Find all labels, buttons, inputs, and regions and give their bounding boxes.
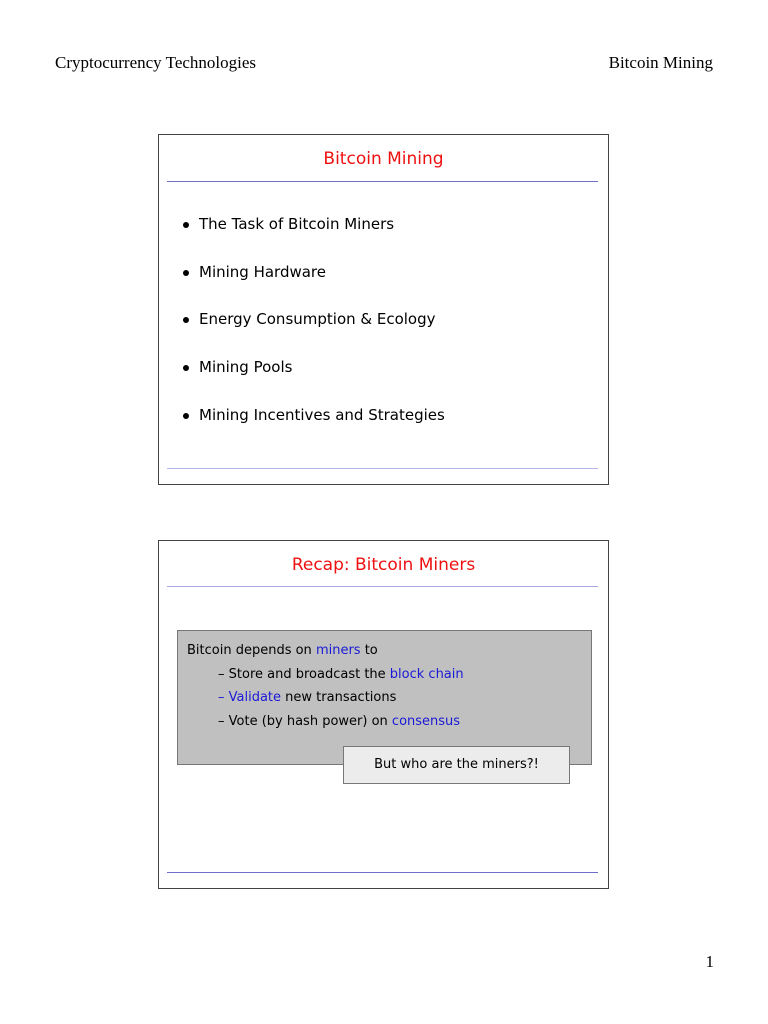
- bullet-icon: [183, 317, 189, 323]
- slide-title: Recap: Bitcoin Miners: [291, 555, 476, 575]
- intro-suffix: to: [360, 643, 378, 658]
- list-item: [187, 710, 591, 734]
- summary-box: [177, 630, 592, 765]
- footer-divider: [167, 872, 598, 873]
- bullet-text: Energy Consumption & Ecology: [199, 310, 436, 329]
- slide-recap: [158, 540, 609, 889]
- title-divider: [167, 181, 598, 182]
- callout-box: But who are the miners?!: [343, 746, 570, 784]
- item-text: Vote (by hash power) on: [228, 713, 392, 729]
- footer-divider: [167, 468, 598, 469]
- bullet-icon: [183, 365, 189, 371]
- list-item: [183, 358, 445, 406]
- list-item: [183, 263, 445, 311]
- list-item: [183, 215, 445, 263]
- bullet-text: Mining Incentives and Strategies: [199, 405, 445, 424]
- bullet-icon: [183, 222, 189, 228]
- highlight-miners: miners: [315, 643, 361, 658]
- bullet-text: The Task of Bitcoin Miners: [199, 215, 395, 233]
- list-item: [183, 310, 445, 358]
- slide-title: Bitcoin Mining: [323, 149, 444, 169]
- title-divider: [167, 586, 598, 587]
- page-header-course: Cryptocurrency Technologies: [55, 53, 257, 72]
- bullet-icon: [183, 413, 189, 419]
- intro-line: [187, 639, 591, 663]
- dash: –: [218, 690, 229, 705]
- page-header-topic: Bitcoin Mining: [608, 53, 713, 72]
- bullet-text: Mining Pools: [199, 358, 293, 377]
- dash: –: [218, 666, 229, 682]
- slide-outline: [158, 134, 609, 485]
- highlight-validate: Validate: [228, 690, 282, 705]
- bullet-icon: [183, 270, 189, 276]
- list-item: [183, 406, 445, 454]
- item-text: Store and broadcast the: [228, 666, 390, 682]
- page-number: 1: [705, 952, 714, 971]
- list-item: [187, 686, 591, 710]
- dash: –: [218, 713, 229, 729]
- item-text: new transactions: [281, 690, 397, 705]
- bullet-text: Mining Hardware: [199, 262, 327, 281]
- highlight-consensus: consensus: [391, 713, 461, 729]
- intro-text: Bitcoin depends on: [187, 643, 316, 658]
- bullet-list: [183, 215, 445, 453]
- list-item: [187, 663, 591, 687]
- highlight-block-chain: block chain: [389, 666, 464, 682]
